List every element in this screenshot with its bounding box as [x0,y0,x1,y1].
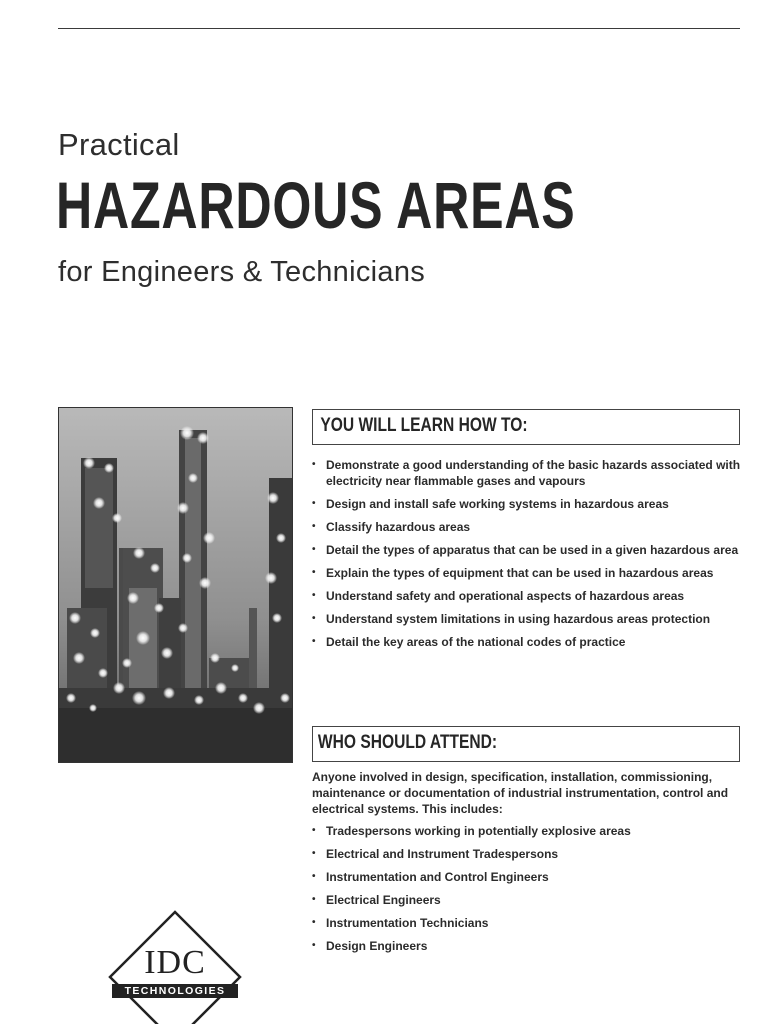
list-item: • Explain the types of equipment that can be used in hazardous areas [312,565,742,581]
attend-heading-box [312,726,740,762]
list-item: • Detail the types of apparatus that can be used in a given hazardous area [312,542,742,558]
list-item: • Understand system limitations in using hazardous areas protection [312,611,742,627]
list-item: • Understand safety and operational aspects of hazardous areas [312,588,742,604]
attend-intro: Anyone involved in design, specification, installation, commissioning, maintenance or documentation of industrial instrumentation, control and electrical systems. This includes: [312,770,729,816]
list-item: • Tradespersons working in potentially explosive areas [312,823,742,839]
list-item: • Design Engineers [312,938,742,954]
list-item: • Electrical Engineers [312,892,742,908]
logo-tagline: TECHNOLOGIES [112,984,238,998]
list-item: • Electrical and Instrument Tradespersons [312,846,742,862]
list-item: • Demonstrate a good understanding of the basic hazards associated with electricity near flammable gases and vapours [312,457,742,489]
list-item: • Detail the key areas of the national codes of practice [312,634,742,650]
refinery-photo [58,407,293,763]
attend-heading: WHO SHOULD ATTEND: [317,732,498,753]
list-item: • Classify hazardous areas [312,519,742,535]
list-item: • Instrumentation and Control Engineers [312,869,742,885]
list-item: • Instrumentation Technicians [312,915,742,931]
pre-title: Practical [58,127,180,162]
idc-logo [108,910,242,1024]
learn-heading-box [312,409,740,445]
top-rule [58,28,740,29]
learn-heading: YOU WILL LEARN HOW TO: [320,415,528,436]
logo-name: IDC [144,944,206,981]
attend-list [312,823,742,961]
learn-list [312,457,742,657]
page-title: HAZARDOUS AREAS [56,168,576,242]
list-item: • Design and install safe working systems in hazardous areas [312,496,742,512]
subtitle: for Engineers & Technicians [58,256,426,288]
